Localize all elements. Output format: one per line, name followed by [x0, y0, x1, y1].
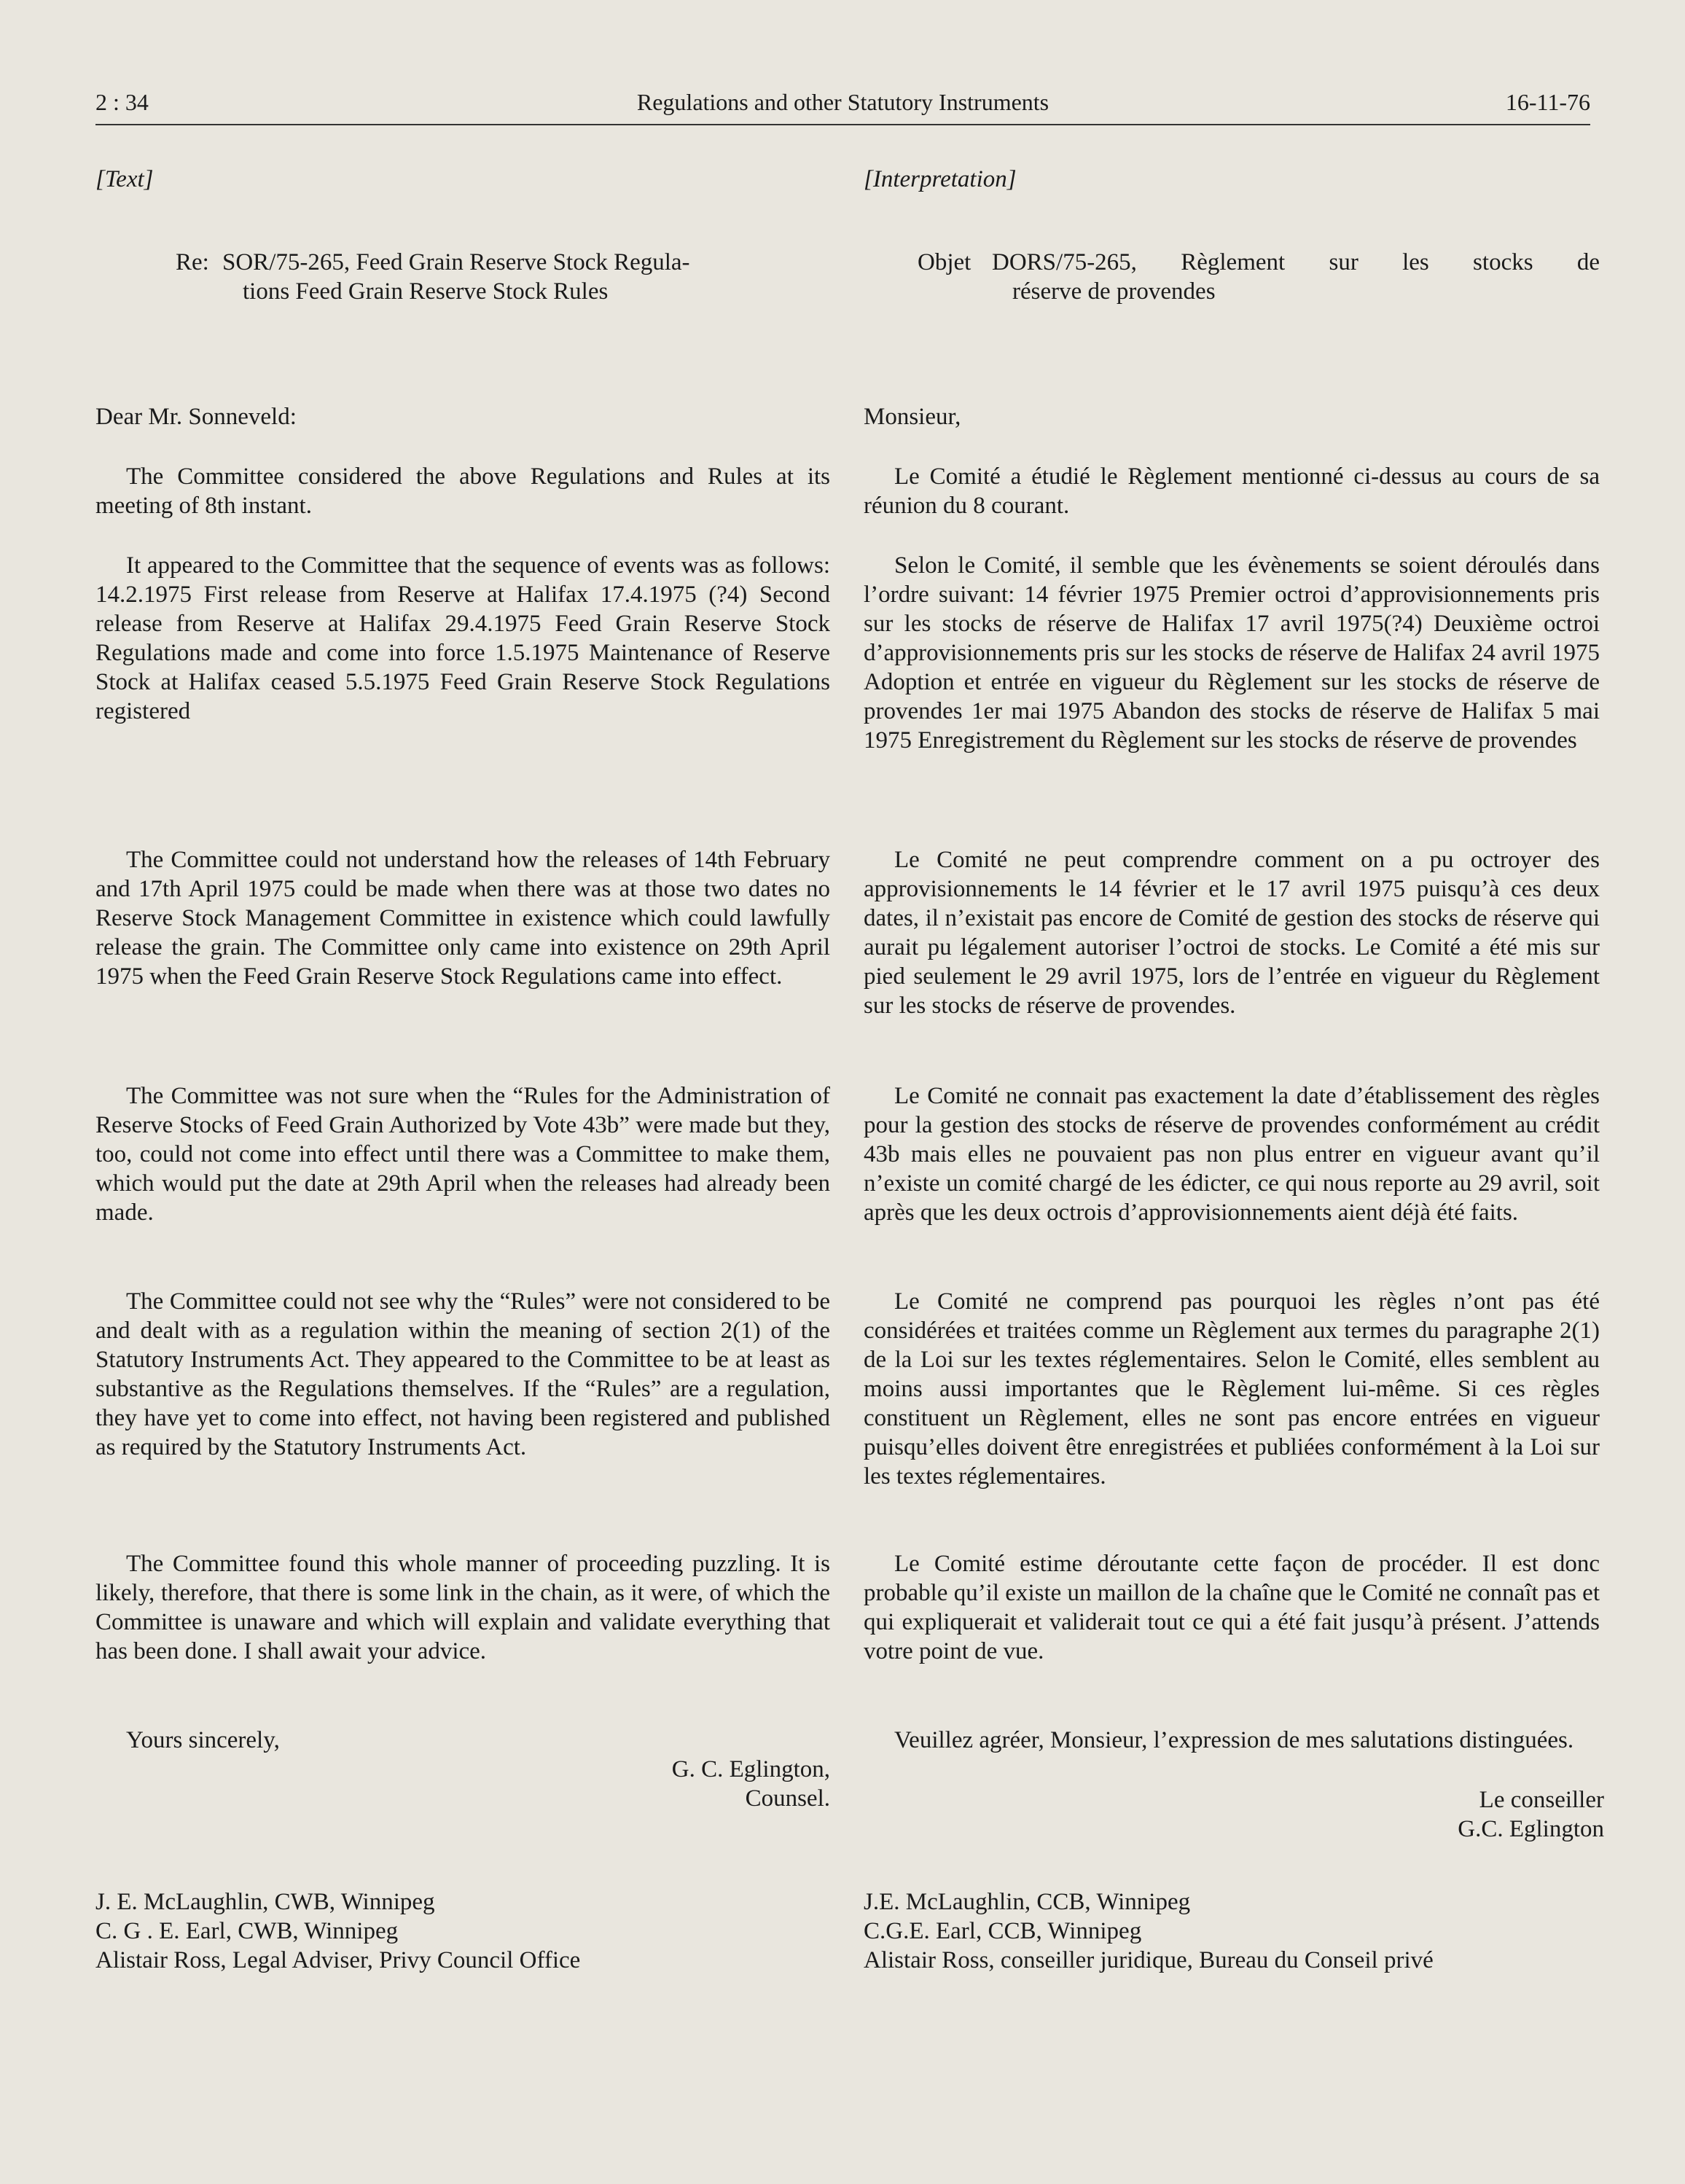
english-closing: Yours sincerely, [126, 1727, 280, 1753]
english-column [95, 159, 830, 1973]
running-head [95, 86, 1590, 125]
english-cc-list [95, 1887, 580, 1975]
english-paragraph: The Committee could not see why the “Rules” were not considered to be and dealt with as a regulation within the meaning of section 2(1) of the Statutory Instruments Act. They appeared to the Committee to be at least as substantive as the Regulations themselves. If the “Rules” are a regulation, they have yet to come into effect, not having been registered and published as required by the Statutory Instruments Act. [95, 1288, 830, 1460]
french-cc-item: Alistair Ross, conseiller juridique, Bureau du Conseil privé [864, 1947, 1434, 1973]
english-signature-name: G. C. Eglington, [671, 1756, 830, 1782]
english-subject [176, 248, 830, 306]
french-subject-line-1: DORS/75-265, Règlement sur les stocks de [992, 249, 1600, 275]
french-paragraph: Le Comité estime déroutante cette façon de procéder. Il est donc probable qu’il existe un maillon de la chaîne que le Comité ne connaît pas et qui expliquerait et validerait tout ce qui a été fait jusqu’à présent. J’attends votre point de vue. [864, 1551, 1600, 1664]
french-signature-name: G.C. Eglington [1458, 1816, 1604, 1842]
english-paragraph: It appeared to the Committee that the sequence of events was as follows: 14.2.1975 First release from Reserve at Halifax 17.4.1975 (?4) Second release from Reserve at Halifax 29.4.1975 Feed Grain Reserve Stock Regulations made and come into force 1.5.1975 Maintenance of Reserve Stock at Halifax ceased 5.5.1975 Feed Grain Reserve Stock Regulations registered [95, 552, 830, 724]
french-section-label: [Interpretation] [864, 166, 1017, 192]
french-paragraph: Le Comité ne comprend pas pourquoi les règles n’ont pas été considérées et traitées comme un Règlement aux termes du paragraphe 2(1) de la Loi sur les textes réglementaires. Selon le Comité, elles semblent au moins aussi importantes que le Règlement lui-même. Si ces règles constituent un Règlement, elles ne sont pas encore entrées en vigueur puisqu’elles doivent être enregistrées et publiées conformément à la Loi sur les textes réglementaires. [864, 1288, 1600, 1490]
english-section-label: [Text] [95, 166, 154, 192]
french-cc-list [864, 1887, 1434, 1975]
english-paragraph: The Committee considered the above Regulations and Rules at its meeting of 8th instant. [95, 463, 830, 519]
english-subject-line-1: SOR/75-265, Feed Grain Reserve Stock Regula- [222, 249, 690, 275]
french-salutation: Monsieur, [864, 404, 961, 430]
french-cc-item: C.G.E. Earl, CCB, Winnipeg [864, 1918, 1142, 1944]
french-paragraph: Veuillez agréer, Monsieur, l’expression de mes salutations distinguées. [894, 1727, 1574, 1753]
english-cc-item: Alistair Ross, Legal Adviser, Privy Council Office [95, 1947, 581, 1973]
french-cc-item: J.E. McLaughlin, CCB, Winnipeg [864, 1889, 1191, 1915]
french-column [864, 159, 1604, 1973]
running-head-date: 16-11-76 [1505, 89, 1590, 115]
french-paragraph: Le Comité ne peut comprendre comment on a pu octroyer des approvisionnements le 14 février et le 17 avril 1975 puisqu’à ces deux dates, il n’existait pas encore de Comité de gestion des stocks de réserve qui aurait pu légalement autoriser l’octroi de stocks. Le Comité a été mis sur pied seulement le 29 avril 1975, lors de l’entrée en vigueur du Règlement sur les stocks de réserve de provendes. [864, 847, 1600, 1019]
french-paragraph: Le Comité a étudié le Règlement mentionné ci-dessus au cours de sa réunion du 8 courant. [864, 463, 1600, 519]
running-head-title: Regulations and other Statutory Instruments [636, 89, 1049, 115]
english-signature-title: Counsel. [745, 1785, 830, 1812]
english-paragraph: The Committee found this whole manner of proceeding puzzling. It is likely, therefore, that there is some link in the chain, as it were, of which the Committee is unaware and which will explain and validate everything that has been done. I shall await your advice. [95, 1551, 830, 1664]
page-number: 2 : 34 [95, 89, 149, 115]
english-cc-item: J. E. McLaughlin, CWB, Winnipeg [95, 1889, 435, 1915]
english-salutation: Dear Mr. Sonneveld: [95, 404, 297, 430]
english-subject-prefix: Re: [176, 249, 209, 275]
french-subject [918, 248, 1600, 306]
english-paragraph: The Committee could not understand how the releases of 14th February and 17th April 1975 could be made when there was at those two dates no Reserve Stock Management Committee in existence which could lawfully release the grain. The Committee only came into existence on 29th April 1975 when the Feed Grain Reserve Stock Regulations came into effect. [95, 847, 830, 990]
french-subject-prefix: Objet [918, 249, 971, 275]
french-paragraph: Selon le Comité, il semble que les évènements se soient déroulés dans l’ordre suivant: 14 février 1975 Premier octroi d’approvisionnements pris sur les stocks de réserve de Halifax 17 avril 1975(?4) Deuxième octroi d’approvisionnements pris sur les stocks de réserve de Halifax 24 avril 1975 Adoption et entrée en vigueur du Règlement sur les stocks de réserve de provendes 1er mai 1975 Abandon des stocks de réserve de Halifax 5 mai 1975 Enregistrement du Règlement sur les stocks de réserve de provendes [864, 552, 1600, 754]
french-signature-title: Le conseiller [1479, 1787, 1604, 1813]
french-paragraph: Le Comité ne connait pas exactement la date d’établissement des règles pour la gestion des stocks de réserve de provendes conformément au crédit 43b mais elles ne pouvaient pas non plus entrer en vigueur avant qu’il n’existe un comité chargé de les édicter, ce qui nous reporte au 29 avril, soit après que les deux octrois d’approvisionnements aient déjà été faits. [864, 1083, 1600, 1226]
english-cc-item: C. G . E. Earl, CWB, Winnipeg [95, 1918, 399, 1944]
english-subject-line-2: tions Feed Grain Reserve Stock Rules [243, 278, 609, 305]
french-subject-line-2: réserve de provendes [1012, 278, 1216, 305]
english-paragraph: The Committee was not sure when the “Rules for the Administration of Reserve Stocks of Feed Grain Authorized by Vote 43b” were made but they, too, could not come into effect until there was a Committee to make them, which would put the date at 29th April when the releases had already been made. [95, 1083, 830, 1226]
